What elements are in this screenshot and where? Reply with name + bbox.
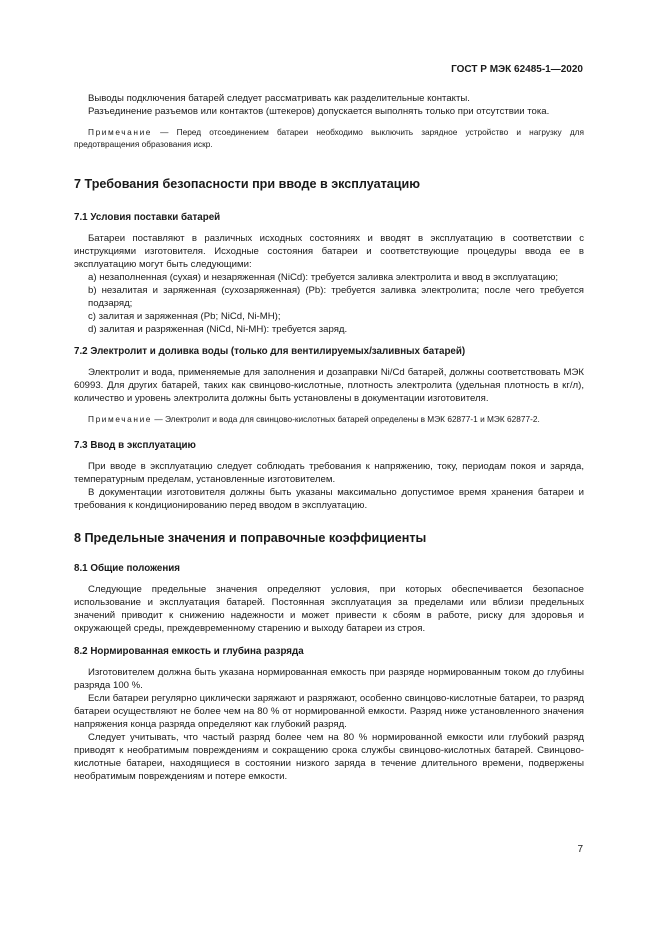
note-text: — Перед отсоединением батареи необходимо выключить зарядное устройство и нагрузку для предотвращения образования искр. [74,127,584,149]
paragraph: Разъединение разъемов или контактов (штекеров) допускается выполнять только при отсутствии тока. [88,106,550,117]
note-label: Примечание [88,127,153,137]
subsection-heading: 7.1 Условия поставки батарей [74,212,221,223]
section-heading: 7 Требования безопасности при вводе в эксплуатацию [74,177,420,191]
page-number: 7 [577,844,583,855]
list-item: a) незаполненная (сухая) и незаряженная (NiCd): требуется заливка электролита и ввод в эксплуатацию; [88,272,559,283]
list-item: b) незалитая и заряженная (сухозаряженная) (Pb): требуется заливка электролита; после чего требуется подзаряд; [88,285,584,309]
paragraph: Электролит и вода, применяемые для заполнения и дозаправки Ni/Cd батарей, должны соответствовать МЭК 60993. Для других батарей, таких как свинцово-кислотные, плотность электролита (удельная плотность в кг/л), количество и уровень электролита должны быть установлены в документации изготовителя. [74,367,584,404]
subsection-heading: 8.2 Нормированная емкость и глубина разряда [74,646,304,657]
subsection-heading: 8.1 Общие положения [74,563,181,574]
document-id: ГОСТ Р МЭК 62485-1—2020 [451,64,583,75]
subsection-heading: 7.3 Ввод в эксплуатацию [74,440,196,451]
list-item: d) залитая и разряженная (NiCd, Ni-MH): требуется заряд. [88,324,348,335]
list-item: c) залитая и заряженная (Pb; NiCd, Ni-MH); [88,311,281,322]
subsection-heading: 7.2 Электролит и доливка воды (только для вентилируемых/заливных батарей) [74,346,466,357]
paragraph: При вводе в эксплуатацию следует соблюдать требования к напряжению, току, периодам покоя и заряда, температурным пределам, установленные изготовителем. [74,461,584,485]
paragraph: В документации изготовителя должны быть указаны максимально допустимое время хранения батареи и требования к кондиционированию перед вводом в эксплуатацию. [74,487,584,511]
paragraph: Следующие предельные значения определяют условия, при которых обеспечивается безопасное использование и эксплуатация батарей. Постоянная эксплуатация за пределами или вблизи предельных значений приводит к снижению надежности и может привести к сбоям в работе, риску для здоровья и окружающей среды, преждевременному старению и выходу батареи из строя. [74,584,584,634]
paragraph: Выводы подключения батарей следует рассматривать как разделительные контакты. [88,93,470,104]
paragraph: Если батареи регулярно циклически заряжают и разряжают, особенно свинцово-кислотные батареи, то разряд батареи осуществляют не более чем на 80 % от нормированной емкости. Разряд ниже установленного значения напряжения конца разряда определяют как глубокий разряд. [74,693,584,730]
note [74,126,584,150]
note-text: — Электролит и вода для свинцово-кислотных батарей определены в МЭК 62877-1 и МЭК 62877-2. [152,414,540,424]
note-label: Примечание [88,414,153,424]
note [74,413,584,425]
section-heading: 8 Предельные значения и поправочные коэффициенты [74,531,427,545]
paragraph: Батареи поставляют в различных исходных состояниях и вводят в эксплуатацию в соответствии с инструкциями изготовителя. Исходные состояния батареи и соответствующие процедуры ввода ее в эксплуатацию могут быть следующими: [74,233,584,270]
paragraph: Изготовителем должна быть указана нормированная емкость при разряде нормированным током до глубины разряда 100 %. [74,667,584,691]
page-content [74,92,584,783]
paragraph: Следует учитывать, что частый разряд более чем на 80 % нормированной емкости или глубокий разряд приводят к необратимым повреждениям и сокращению срока службы свинцово-кислотных батарей. Свинцово-кислотные батареи, находящиеся в состоянии низкого заряда в течение длительного времени, подвержены необратимым повреждениям и потере емкости. [74,732,584,782]
